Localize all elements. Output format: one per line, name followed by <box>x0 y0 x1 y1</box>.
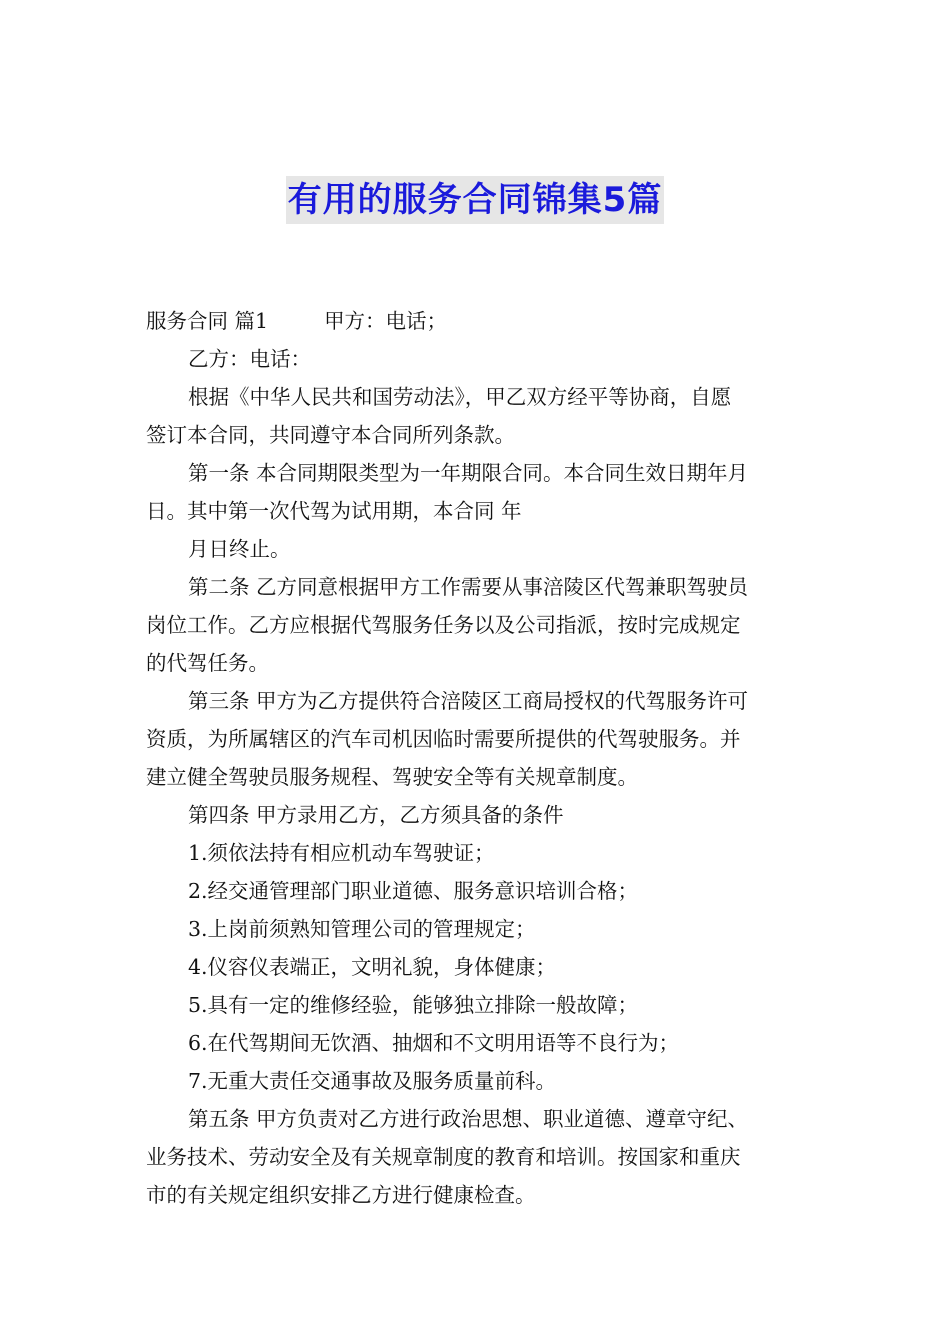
paragraph-line: 乙方：电话： <box>188 347 311 371</box>
contract-heading: 服务合同 篇1 <box>146 309 269 333</box>
document-title: 有用的服务合同锦集5篇 <box>286 176 665 224</box>
list-item: 5.具有一定的维修经验，能够独立排除一般故障； <box>188 993 639 1017</box>
list-item: 4.仪容仪表端正，文明礼貌，身体健康； <box>188 955 557 979</box>
paragraph-line: 业务技术、劳动安全及有关规章制度的教育和培训。按国家和重庆 <box>146 1145 741 1169</box>
heading-line <box>146 302 806 340</box>
paragraph-line: 第一条 本合同期限类型为一年期限合同。本合同生效日期年月 <box>188 461 749 485</box>
list-item: 1.须依法持有相应机动车驾驶证； <box>188 841 495 865</box>
paragraph-line: 月日终止。 <box>188 537 291 561</box>
title-container <box>0 176 950 224</box>
paragraph-line: 第五条 甲方负责对乙方进行政治思想、职业道德、遵章守纪、 <box>188 1107 749 1131</box>
paragraph-line: 资质，为所属辖区的汽车司机因临时需要所提供的代驾驶服务。并 <box>146 727 741 751</box>
paragraph-line: 第四条 甲方录用乙方，乙方须具备的条件 <box>188 803 564 827</box>
paragraph-line: 岗位工作。乙方应根据代驾服务任务以及公司指派，按时完成规定 <box>146 613 741 637</box>
paragraph-line: 第三条 甲方为乙方提供符合涪陵区工商局授权的代驾服务许可 <box>188 689 749 713</box>
list-item: 7.无重大责任交通事故及服务质量前科。 <box>188 1069 557 1093</box>
party-a-line: 甲方：电话； <box>324 309 448 333</box>
document-body <box>146 302 806 1214</box>
paragraph-line: 根据《中华人民共和国劳动法》，甲乙双方经平等协商，自愿 <box>188 385 732 409</box>
paragraph-line: 日。其中第一次代驾为试用期，本合同 年 <box>146 499 522 523</box>
paragraph-line: 的代驾任务。 <box>146 651 269 675</box>
paragraph-line: 市的有关规定组织安排乙方进行健康检查。 <box>146 1183 536 1207</box>
list-item: 6.在代驾期间无饮酒、抽烟和不文明用语等不良行为； <box>188 1031 680 1055</box>
paragraph-line: 签订本合同，共同遵守本合同所列条款。 <box>146 423 515 447</box>
paragraph-line: 第二条 乙方同意根据甲方工作需要从事涪陵区代驾兼职驾驶员 <box>188 575 749 599</box>
list-item: 2.经交通管理部门职业道德、服务意识培训合格； <box>188 879 639 903</box>
list-item: 3.上岗前须熟知管理公司的管理规定； <box>188 917 536 941</box>
paragraph-line: 建立健全驾驶员服务规程、驾驶安全等有关规章制度。 <box>146 765 638 789</box>
